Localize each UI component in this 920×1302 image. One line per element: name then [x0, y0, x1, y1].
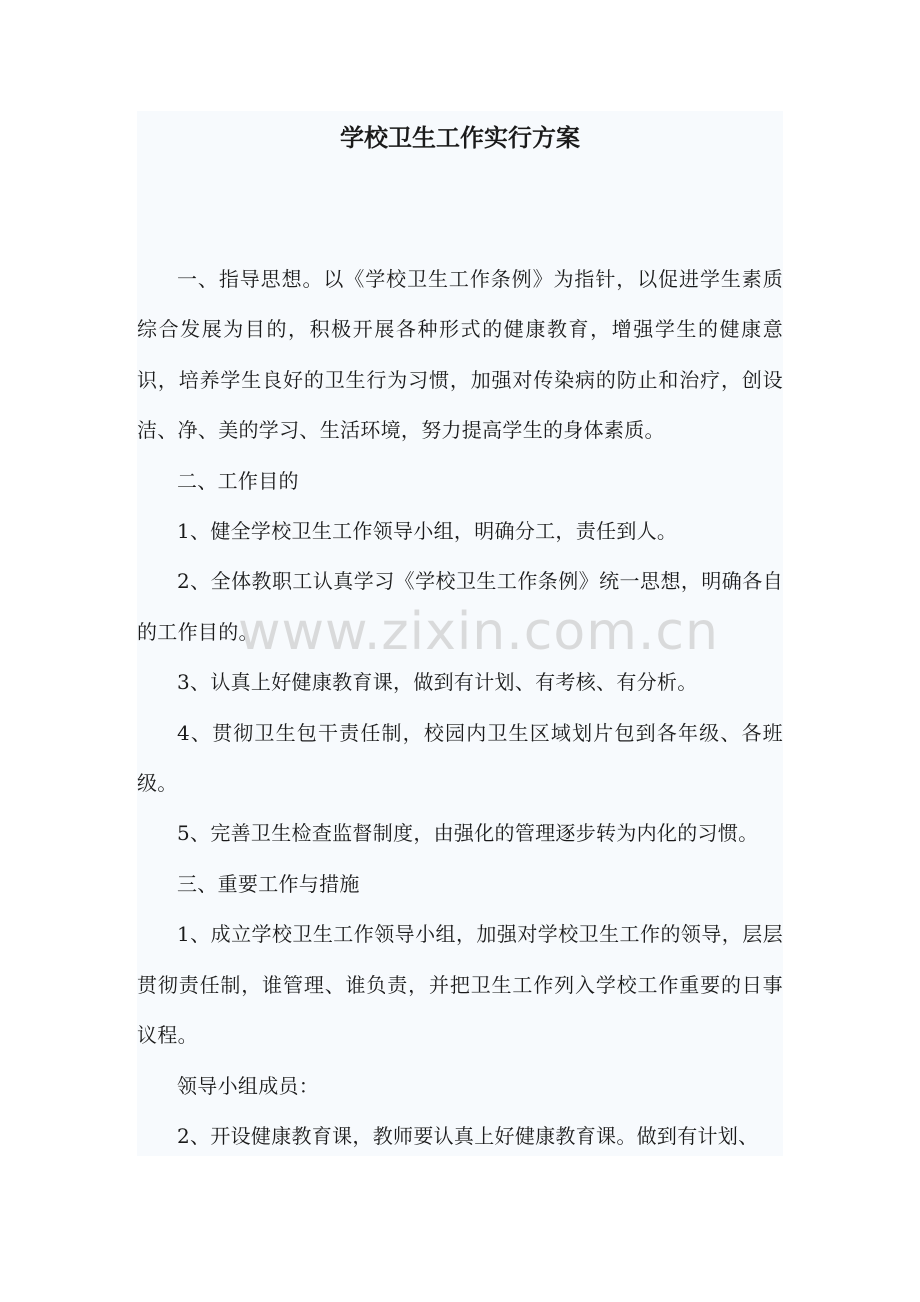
- leadership-members-label: 领导小组成员：: [177, 1073, 320, 1098]
- list-item-goal-5: 5、完善卫生检查监督制度，由强化的管理逐步转为内化的习惯。: [177, 821, 759, 846]
- list-item-measure-2: 2、开设健康教育课，教师要认真上好健康教育课。做到有计划、: [177, 1123, 759, 1148]
- section-heading-measures: 三、重要工作与措施: [177, 871, 360, 896]
- section-heading-work-goals: 二、工作目的: [177, 468, 299, 493]
- list-item-measure-1: 1、成立学校卫生工作领导小组，加强对学校卫生工作的领导，层层贯彻责任制，谁管理、谁负责，并把卫生工作列入学校工作重要的日事议程。: [137, 922, 783, 1048]
- document-title: 学校卫生工作实行方案: [340, 123, 580, 152]
- paragraph-guiding-ideology: 一、指导思想。以《学校卫生工作条例》为指针，以促进学生素质综合发展为目的，积极开展各种形式的健康教育，增强学生的健康意识，培养学生良好的卫生行为习惯，加强对传染病的防止和治疗，创设洁、净、美的学习、生活环境，努力提高学生的身体素质。: [137, 267, 783, 443]
- document-body: [137, 254, 783, 1156]
- watermark: www.zixin.com.cn: [238, 602, 719, 662]
- list-item-goal-4: 4、贯彻卫生包干责任制，校园内卫生区域划片包到各年级、各班级。: [137, 720, 783, 796]
- list-item-goal-3: 3、认真上好健康教育课，做到有计划、有考核、有分析。: [177, 670, 698, 695]
- list-item-goal-1: 1、健全学校卫生工作领导小组，明确分工，责任到人。: [177, 519, 678, 544]
- list-item-goal-2: 2、全体教职工认真学习《学校卫生工作条例》统一思想，明确各自的工作目的。: [137, 569, 783, 644]
- document-page: [137, 111, 783, 1156]
